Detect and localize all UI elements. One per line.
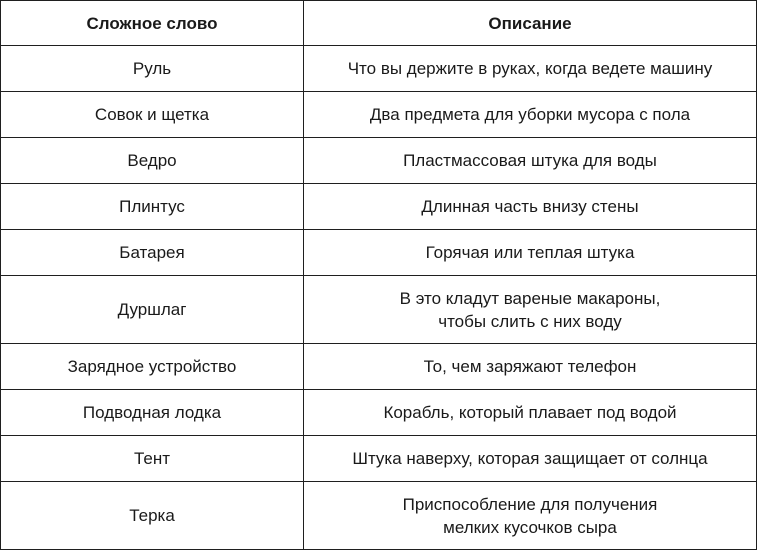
column-header-description: Описание [304,1,757,46]
table-row [1,230,757,276]
word-cell: Совок и щетка [1,92,304,138]
description-cell [304,276,757,344]
description-line-1: Приспособление для получения [402,494,658,514]
word-cell: Дуршлаг [1,276,304,344]
table-row [1,276,757,344]
word-cell: Подводная лодка [1,390,304,436]
description-line-2: мелких кусочков сыра [443,517,617,537]
description-line-2: чтобы слить с них воду [438,311,622,331]
table-row [1,46,757,92]
table-row [1,482,757,550]
word-cell: Плинтус [1,184,304,230]
table-row [1,344,757,390]
description-cell: Пластмассовая штука для воды [304,138,757,184]
description-cell [304,482,757,550]
word-cell: Ведро [1,138,304,184]
description-line-1: В это кладут вареные макароны, [399,288,661,308]
description-cell: Корабль, который плавает под водой [304,390,757,436]
word-cell: Терка [1,482,304,550]
description-cell: Горячая или теплая штука [304,230,757,276]
table-header-row [1,1,757,46]
table-row [1,138,757,184]
table-row [1,436,757,482]
description-cell: Штука наверху, которая защищает от солнца [304,436,757,482]
word-cell: Тент [1,436,304,482]
word-cell: Зарядное устройство [1,344,304,390]
description-cell: Длинная часть внизу стены [304,184,757,230]
description-cell: Два предмета для уборки мусора с пола [304,92,757,138]
word-cell: Руль [1,46,304,92]
column-header-word: Сложное слово [1,1,304,46]
table-row [1,184,757,230]
table-row [1,92,757,138]
table-row [1,390,757,436]
description-cell: То, чем заряжают телефон [304,344,757,390]
word-cell: Батарея [1,230,304,276]
description-cell: Что вы держите в руках, когда ведете машину [304,46,757,92]
